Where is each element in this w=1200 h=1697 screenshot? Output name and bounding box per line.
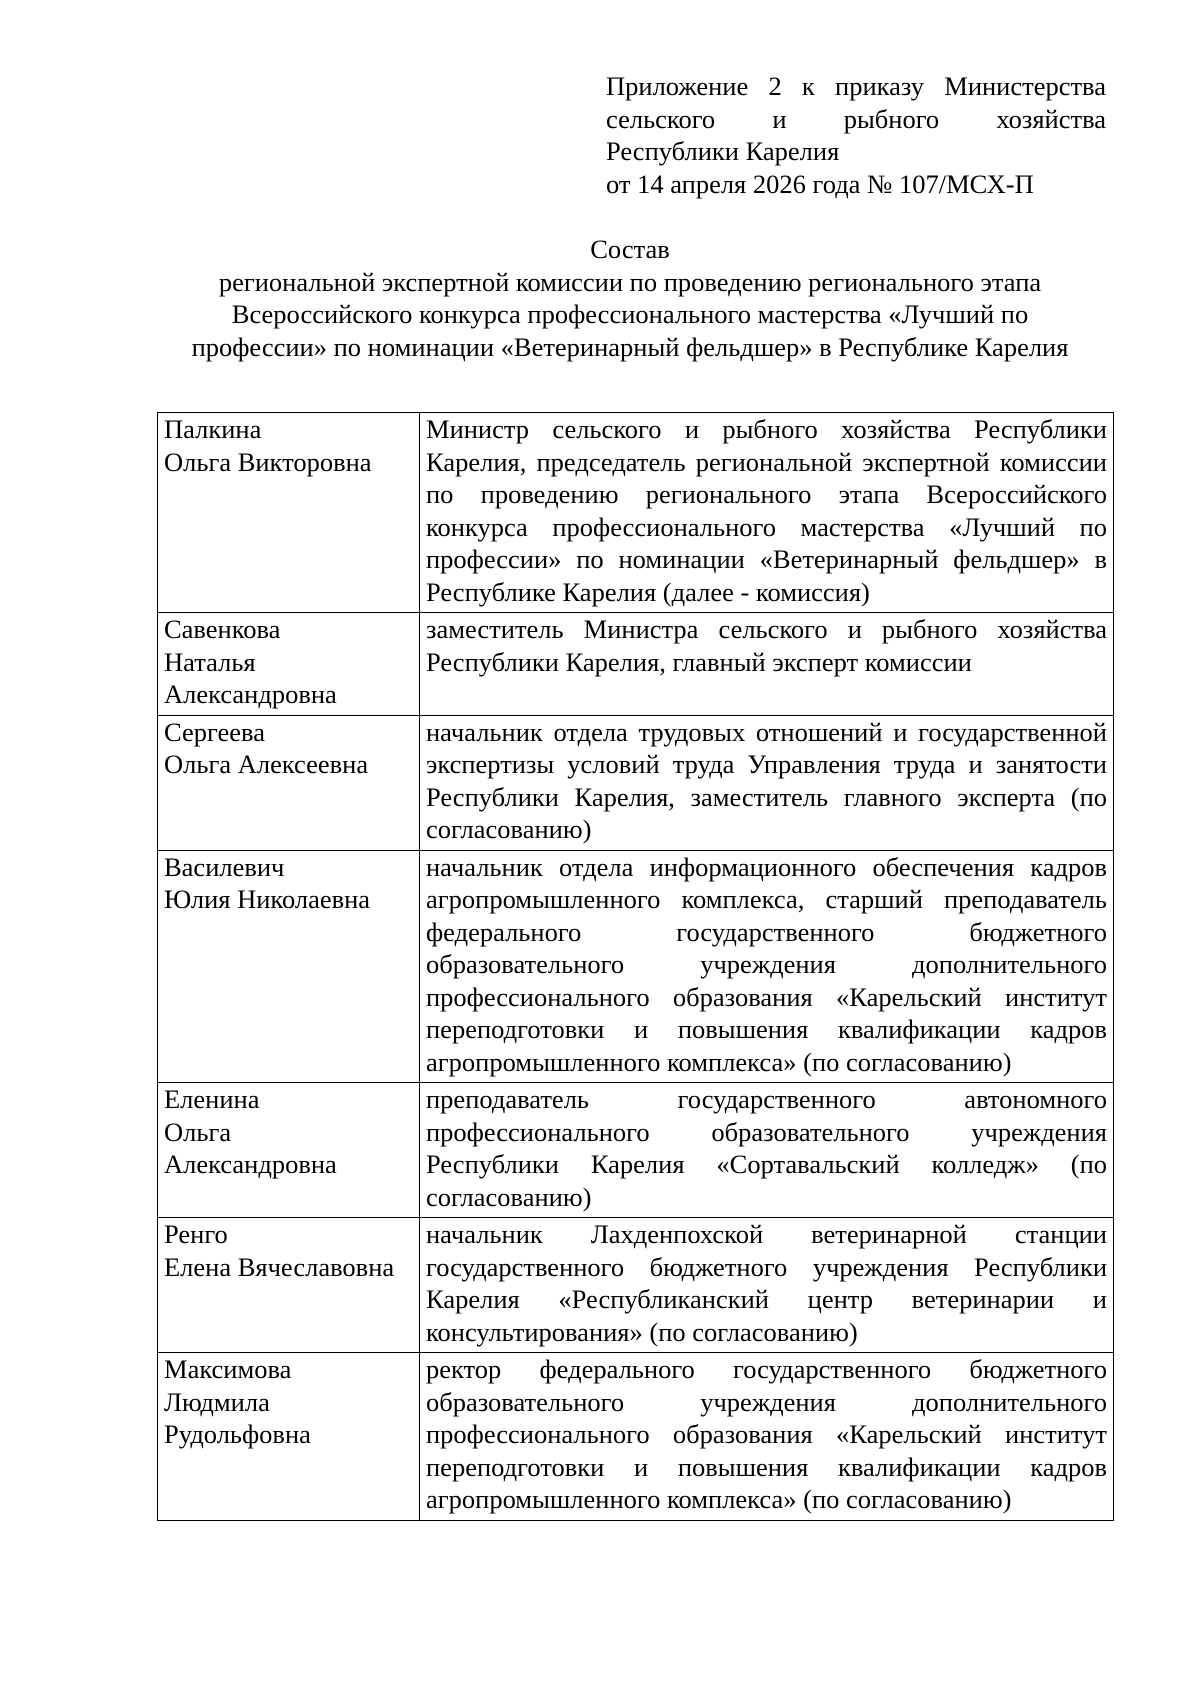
member-given-name: Юлия Николаевна xyxy=(164,884,371,914)
member-role xyxy=(420,613,1114,716)
table-row xyxy=(158,1218,1114,1353)
member-role xyxy=(420,715,1114,850)
member-surname: Василевич xyxy=(164,851,285,882)
member-name xyxy=(158,1353,420,1521)
member-name xyxy=(158,613,420,716)
member-role xyxy=(420,1083,1114,1218)
appendix-line: от 14 апреля 2026 года № 107/МСХ-П xyxy=(606,168,1034,199)
member-role-text: Министр сельского и рыбного хозяйства Республики Карелия, председатель региональной экспертной комиссии по проведению регионального этапа Всероссийского конкурса профессионального мастерства «Лучший по профессии» по номинации «Ветеринарный фельдшер» в Республике Карелия (далее - комиссия) xyxy=(426,414,1107,607)
member-name xyxy=(158,715,420,850)
member-role xyxy=(420,413,1114,613)
member-surname: Сергеева xyxy=(164,716,265,747)
appendix-line: сельского и рыбного хозяйства xyxy=(606,103,1106,134)
title-heading: Состав xyxy=(590,234,670,264)
member-surname: Еленина xyxy=(164,1084,260,1114)
title-line: региональной экспертной комиссии по проведению регионального этапа xyxy=(218,266,1042,297)
table-row xyxy=(158,715,1114,850)
member-patronymic: Александровна xyxy=(164,679,337,709)
title-line: профессии» по номинации «Ветеринарный фельдшер» в Республике Карелия xyxy=(191,331,1069,362)
member-patronymic: Рудольфовна xyxy=(164,1419,311,1449)
member-patronymic: Александровна xyxy=(164,1149,337,1179)
member-role-text: начальник отдела трудовых отношений и государственной экспертизы условий труда Управления труда и занятости Республики Карелия, заместитель главного эксперта (по согласованию) xyxy=(426,716,1107,844)
member-surname: Максимова xyxy=(164,1354,292,1384)
table-row xyxy=(158,413,1114,613)
member-given-name: Людмила xyxy=(164,1386,270,1417)
member-name xyxy=(158,1218,420,1353)
table-row xyxy=(158,1083,1114,1218)
member-surname: Савенкова xyxy=(164,614,281,644)
member-surname: Палкина xyxy=(164,414,262,444)
member-given-name: Елена Вячеславовна xyxy=(164,1251,395,1282)
appendix-line: Республики Карелия xyxy=(606,136,840,166)
member-role-text: начальник Лахденпохской ветеринарной станции государственного бюджетного учреждения Республики Карелия «Республиканский центр ветеринарии и консультирования» (по согласованию) xyxy=(426,1219,1107,1347)
commission-members-table xyxy=(157,412,1114,1521)
title-line: Всероссийского конкурса профессионального мастерства «Лучший по xyxy=(231,299,1029,329)
appendix-header xyxy=(606,70,1106,200)
member-name xyxy=(158,413,420,613)
document-title xyxy=(130,233,1130,363)
member-name xyxy=(158,1083,420,1218)
member-role-text: заместитель Министра сельского и рыбного хозяйства Республики Карелия, главный эксперт комиссии xyxy=(426,614,1107,677)
member-role xyxy=(420,1218,1114,1353)
member-role xyxy=(420,1353,1114,1521)
table-row xyxy=(158,1353,1114,1521)
member-surname: Ренго xyxy=(164,1219,228,1249)
member-role-text: ректор федерального государственного бюджетного образовательного учреждения дополнительного профессионального образования «Карельский институт переподготовки и повышения квалификации кадров агропромышленного комплекса» (по согласованию) xyxy=(426,1354,1107,1514)
member-name xyxy=(158,850,420,1083)
table-row xyxy=(158,850,1114,1083)
member-given-name: Ольга Алексеевна xyxy=(164,749,369,779)
member-given-name: Ольга Викторовна xyxy=(164,446,372,477)
appendix-line: Приложение 2 к приказу Министерства xyxy=(606,71,1106,101)
member-given-name: Наталья xyxy=(164,646,256,677)
member-role xyxy=(420,850,1114,1083)
member-role-text: преподаватель государственного автономного профессионального образовательного учреждения Республики Карелия «Сортавальский колледж» (по согласованию) xyxy=(426,1084,1107,1212)
member-given-name: Ольга xyxy=(164,1116,232,1147)
table-row xyxy=(158,613,1114,716)
member-role-text: начальник отдела информационного обеспечения кадров агропромышленного комплекса, старший преподаватель федерального государственного бюджетного образовательного учреждения дополнительного профессионального образования «Карельский институт переподготовки и повышения квалификации кадров агропромышленного комплекса» (по согласованию) xyxy=(426,851,1107,1077)
